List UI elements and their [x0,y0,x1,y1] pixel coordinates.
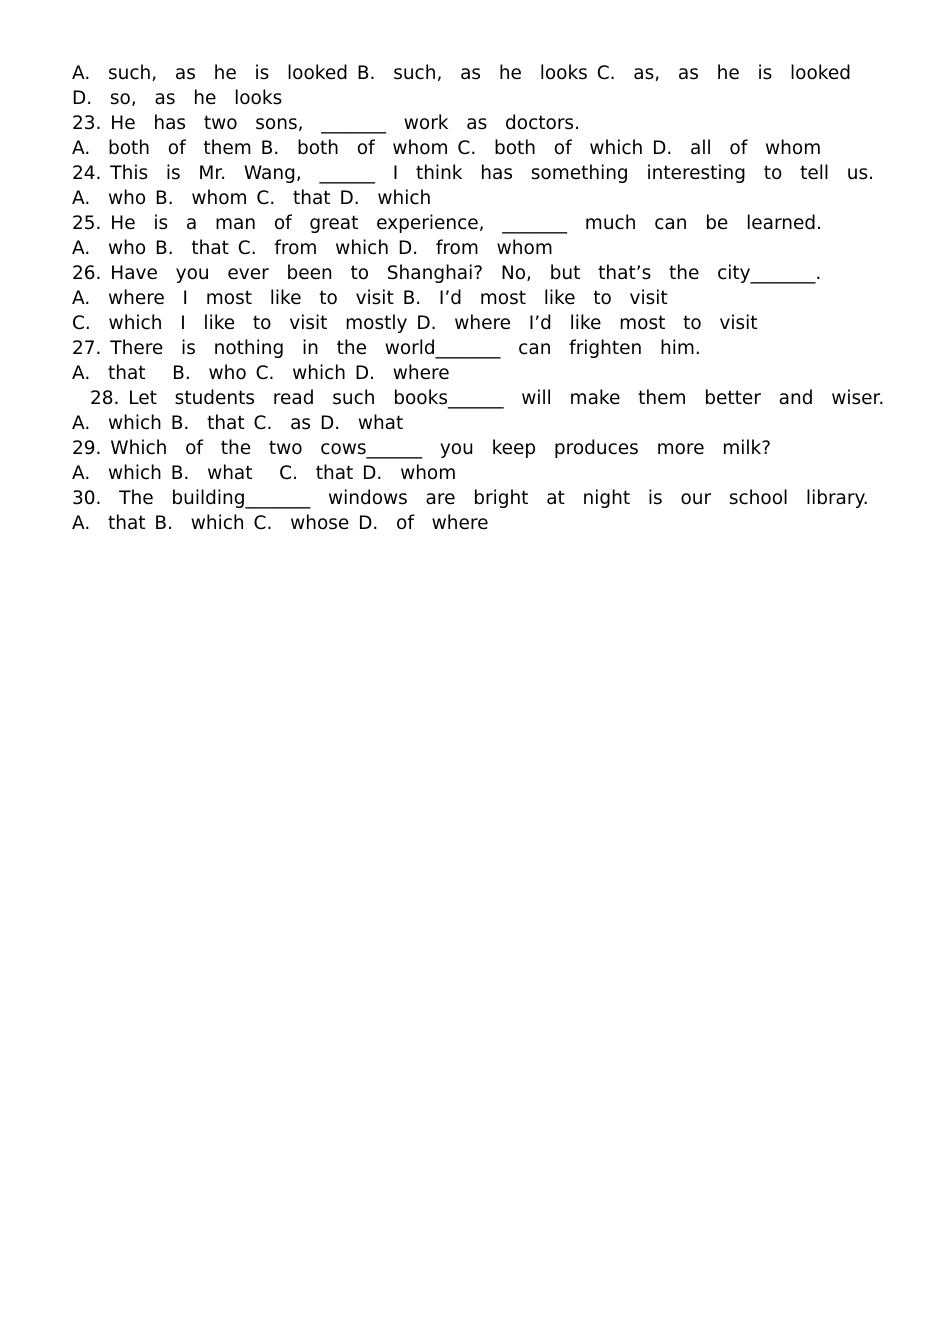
document-page [72,61,885,536]
options-line: A. that B. which C. whose D. of where [72,513,489,534]
question-27: 27. There is nothing in the world_______ can frighten him. [72,338,701,359]
options-line: A. that B. who C. which D. where [72,363,450,384]
options-line: A. who B. that C. from which D. from whom [72,238,553,259]
question-28: 28. Let students read such books______ will make them better and wiser. [90,388,885,409]
question-24: 24. This is Mr. Wang, ______ I think has something interesting to tell us. [72,163,875,184]
options-line: D. so, as he looks [72,88,283,109]
options-line: A. who B. whom C. that D. which [72,188,432,209]
options-line: A. such, as he is looked B. such, as he looks C. as, as he is looked [72,63,851,84]
question-25: 25. He is a man of great experience, _______ much can be learned. [72,213,822,234]
question-23: 23. He has two sons, _______ work as doctors. [72,113,580,134]
options-line: A. which B. that C. as D. what [72,413,404,434]
options-line: A. both of them B. both of whom C. both of which D. all of whom [72,138,822,159]
options-line: A. which B. what C. that D. whom [72,463,457,484]
question-29: 29. Which of the two cows______ you keep produces more milk? [72,438,772,459]
question-26: 26. Have you ever been to Shanghai? No, but that’s the city_______. [72,263,822,284]
options-line: A. where I most like to visit B. I’d most like to visit [72,288,668,309]
question-30: 30. The building_______ windows are bright at night is our school library. [72,488,869,509]
options-line: C. which I like to visit mostly D. where I’d like most to visit [72,313,758,334]
